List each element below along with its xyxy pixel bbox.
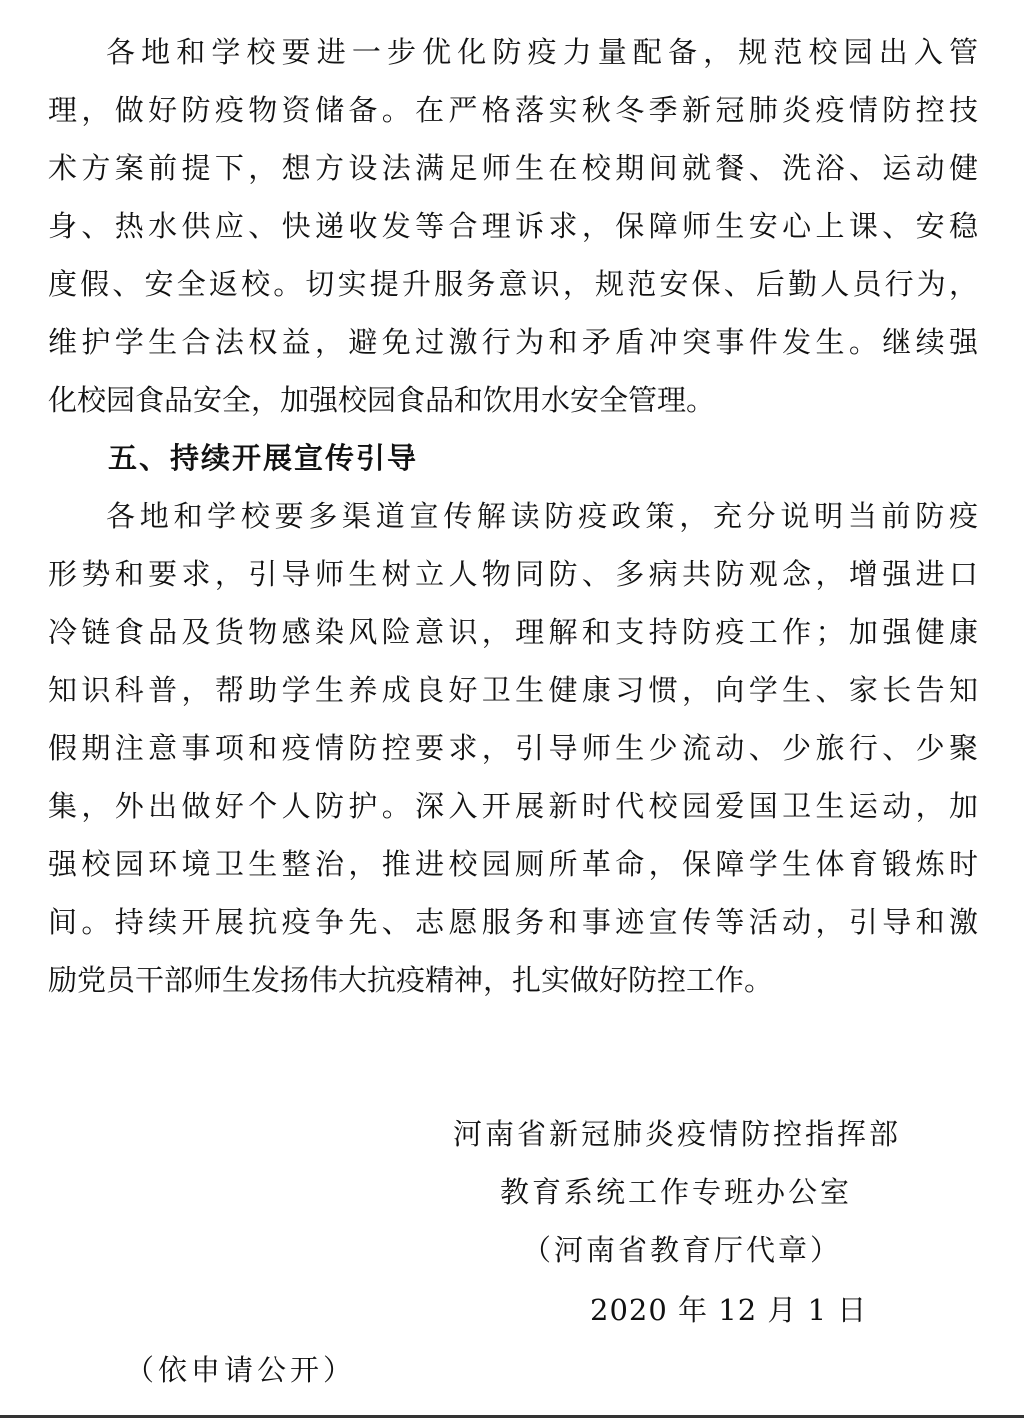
signature-seal-note: （河南省教育厅代章） [522, 1233, 843, 1267]
paragraph-2-line-4: 知识科普，帮助学生养成良好卫生健康习惯，向学生、家长告知 [48, 673, 978, 707]
paragraph-1-line-4: 身、热水供应、快递收发等合理诉求，保障师生安心上课、安稳 [48, 209, 978, 243]
section-heading: 五、持续开展宣传引导 [108, 441, 419, 475]
paragraph-1-line-1: 各地和学校要进一步优化防疫力量配备，规范校园出入管 [106, 35, 978, 69]
paragraph-2-line-3: 冷链食品及货物感染风险意识，理解和支持防疫工作；加强健康 [48, 615, 978, 649]
paragraph-2-line-7: 强校园环境卫生整治，推进校园厕所革命，保障学生体育锻炼时 [48, 847, 978, 881]
paragraph-1-line-5: 度假、安全返校。切实提升服务意识，规范安保、后勤人员行为， [48, 267, 978, 301]
paragraph-1-line-7: 化校园食品安全，加强校园食品和饮用水安全管理。 [48, 383, 716, 417]
paragraph-1-line-6: 维护学生合法权益，避免过激行为和矛盾冲突事件发生。继续强 [48, 325, 978, 359]
paragraph-2-line-5: 假期注意事项和疫情防控要求，引导师生少流动、少旅行、少聚 [48, 731, 978, 765]
paragraph-2-line-6: 集，外出做好个人防护。深入开展新时代校园爱国卫生运动，加 [48, 789, 978, 823]
paragraph-2-line-2: 形势和要求，引导师生树立人物同防、多病共防观念，增强进口 [48, 557, 978, 591]
paragraph-2-line-9: 励党员干部师生发扬伟大抗疫精神，扎实做好防控工作。 [48, 963, 774, 997]
signature-org-line-2: 教育系统工作专班办公室 [500, 1175, 853, 1209]
paragraph-1-line-3: 术方案前提下，想方设法满足师生在校期间就餐、洗浴、运动健 [48, 151, 978, 185]
paragraph-2-line-1: 各地和学校要多渠道宣传解读防疫政策，充分说明当前防疫 [106, 499, 978, 533]
paragraph-2-line-8: 间。持续开展抗疫争先、志愿服务和事迹宣传等活动，引导和激 [48, 905, 978, 939]
signature-org-line-1: 河南省新冠肺炎疫情防控指挥部 [453, 1117, 902, 1151]
paragraph-1-line-2: 理，做好防疫物资储备。在严格落实秋冬季新冠肺炎疫情防控技 [48, 93, 978, 127]
disclosure-note: （依申请公开） [125, 1353, 357, 1387]
page-bottom-divider [0, 1415, 1024, 1418]
signature-date: 2020 年 12 月 1 日 [590, 1293, 868, 1327]
